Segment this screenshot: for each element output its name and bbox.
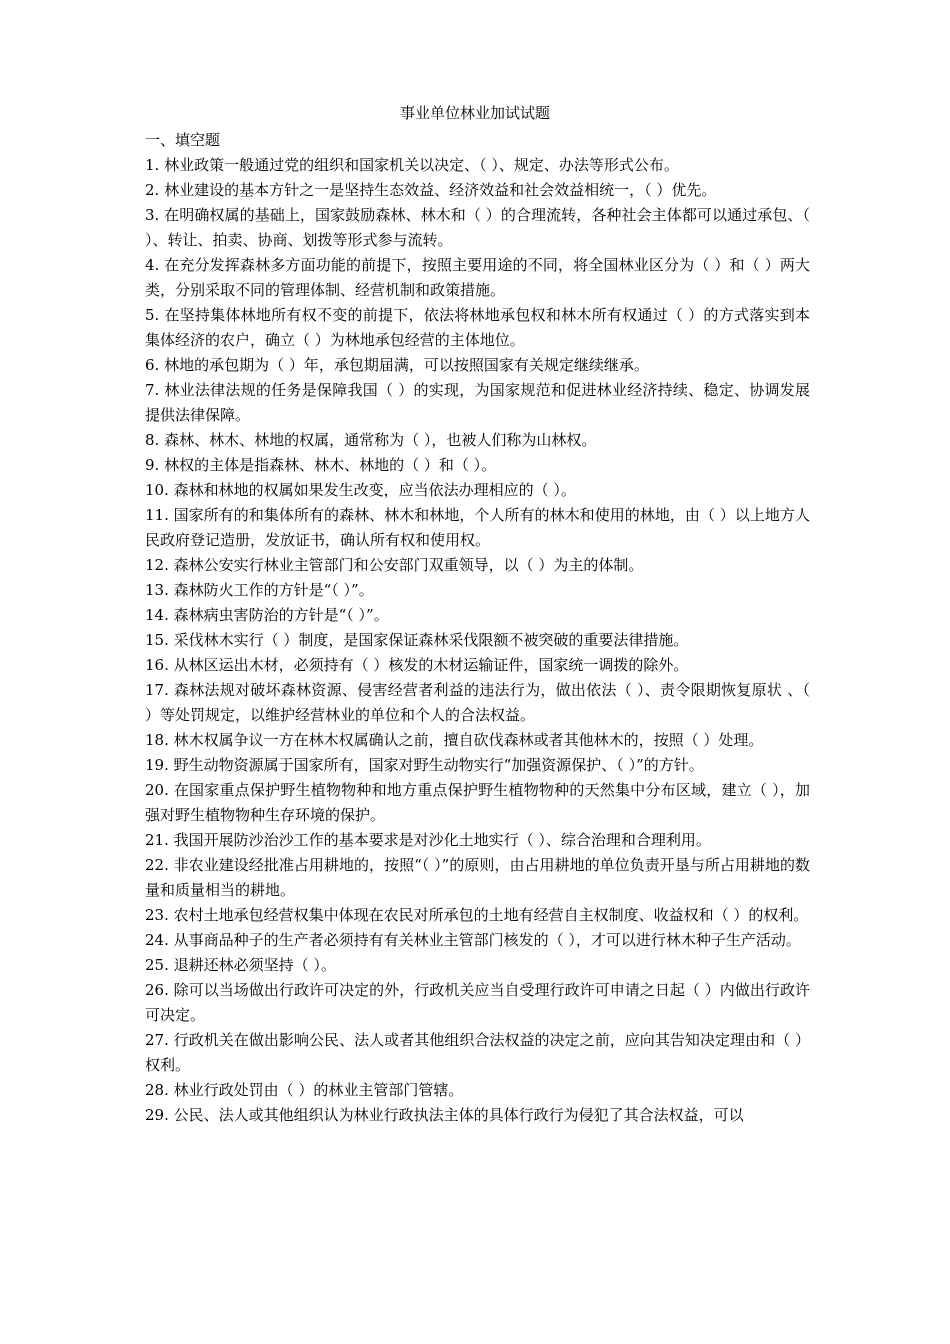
- question-item: 19. 野生动物资源属于国家所有，国家对野生动物实行“加强资源保护、（ ）”的方针。: [145, 756, 704, 774]
- question-item: 6. 林地的承包期为（ ）年，承包期届满，可以按照国家有关规定继续继承。: [145, 356, 649, 374]
- question-item: 21. 我国开展防沙治沙工作的基本要求是对沙化土地实行（ ）、综合治理和合理利用。: [145, 831, 711, 849]
- question-item: 14. 森林病虫害防治的方针是“（ ）”。: [145, 606, 389, 624]
- document-title: 事业单位林业加试试题: [399, 104, 550, 122]
- question-item: 20. 在国家重点保护野生植物物种和地方重点保护野生植物物种的天然集中分布区域，建立（ ），加强对野生植物物种生存环境的保护。: [145, 781, 810, 824]
- question-item: 15. 采伐林木实行（ ）制度，是国家保证森林采伐限额不被突破的重要法律措施。: [145, 631, 689, 649]
- question-item: 24. 从事商品种子的生产者必须持有有关林业主管部门核发的（ ），才可以进行林木种子生产活动。: [145, 931, 801, 949]
- question-item: 11. 国家所有的和集体所有的森林、林木和林地，个人所有的林木和使用的林地，由（ ）以上地方人民政府登记造册，发放证书，确认所有权和使用权。: [145, 506, 810, 549]
- question-item: 9. 林权的主体是指森林、林木、林地的（ ）和（ ）。: [145, 456, 497, 474]
- question-item: 7. 林业法律法规的任务是保障我国（ ）的实现，为国家规范和促进林业经济持续、稳定、协调发展提供法律保障。: [145, 381, 810, 424]
- question-item: 18. 林木权属争议一方在林木权属确认之前，擅自砍伐森林或者其他林木的，按照（ ）处理。: [145, 731, 764, 749]
- question-item: 27. 行政机关在做出影响公民、法人或者其他组织合法权益的决定之前，应向其告知决定理由和（ ）权利。: [145, 1031, 810, 1074]
- question-item: 4. 在充分发挥森林多方面功能的前提下，按照主要用途的不同，将全国林业区分为（ ）和（ ）两大类，分别采取不同的管理体制、经营机制和政策措施。: [145, 256, 810, 299]
- section-heading: 一、填空题: [145, 131, 221, 149]
- question-item: 2. 林业建设的基本方针之一是坚持生态效益、经济效益和社会效益相统一，（ ）优先。: [145, 181, 717, 199]
- question-item: 13. 森林防火工作的方针是“（ ）”。: [145, 581, 374, 599]
- question-item: 8. 森林、林木、林地的权属，通常称为（ ），也被人们称为山林权。: [145, 431, 597, 449]
- question-item: 5. 在坚持集体林地所有权不变的前提下，依法将林地承包权和林木所有权通过（ ）的方式落实到本集体经济的农户，确立（ ）为林地承包经营的主体地位。: [145, 306, 810, 349]
- question-item: 23. 农村土地承包经营权集中体现在农民对所承包的土地有经营自主权制度、收益权和（ ）的权利。: [145, 906, 809, 924]
- question-item: 29. 公民、法人或其他组织认为林业行政执法主体的具体行政行为侵犯了其合法权益，可以: [145, 1106, 744, 1124]
- question-item: 22. 非农业建设经批准占用耕地的，按照“（ ）”的原则，由占用耕地的单位负责开垦与所占用耕地的数量和质量相当的耕地。: [145, 856, 810, 899]
- question-item: 3. 在明确权属的基础上，国家鼓励森林、林木和（ ）的合理流转，各种社会主体都可以通过承包、（ ）、转让、拍卖、协商、划拨等形式参与流转。: [145, 206, 810, 249]
- question-item: 16. 从林区运出木材，必须持有（ ）核发的木材运输证件，国家统一调拨的除外。: [145, 656, 689, 674]
- question-item: 12. 森林公安实行林业主管部门和公安部门双重领导，以（ ）为主的体制。: [145, 556, 644, 574]
- document-body: [145, 128, 810, 1128]
- question-item: 10. 森林和林地的权属如果发生改变，应当依法办理相应的（ ）。: [145, 481, 576, 499]
- question-item: 28. 林业行政处罚由（ ）的林业主管部门管辖。: [145, 1081, 464, 1099]
- question-item: 26. 除可以当场做出行政许可决定的外，行政机关应当自受理行政许可申请之日起（ ）内做出行政许可决定。: [145, 981, 810, 1024]
- question-item: 17. 森林法规对破坏森林资源、侵害经营者利益的违法行为，做出依法（ ）、责令限期恢复原状 、（ ）等处罚规定，以维护经营林业的单位和个人的合法权益。: [145, 681, 810, 724]
- question-item: 25. 退耕还林必须坚持（ ）。: [145, 956, 336, 974]
- question-item: 1. 林业政策一般通过党的组织和国家机关以决定、（ ）、规定、办法等形式公布。: [145, 156, 679, 174]
- question-list: [145, 153, 810, 1128]
